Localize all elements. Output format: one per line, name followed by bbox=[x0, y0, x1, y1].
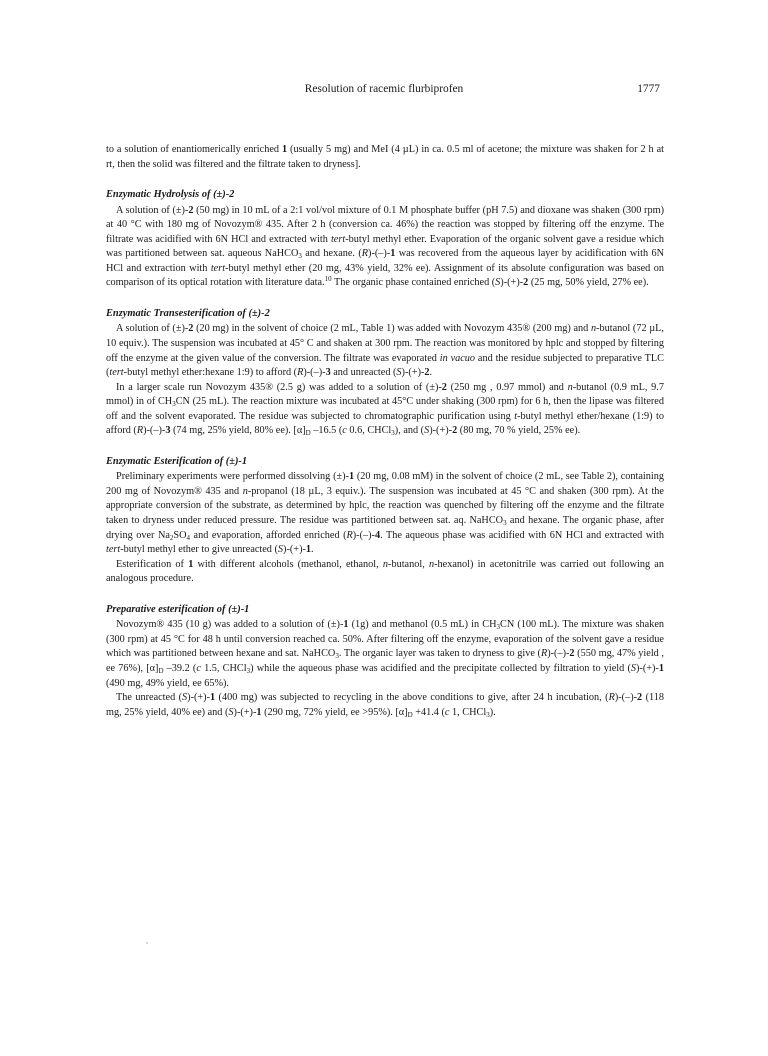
article-body bbox=[106, 143, 664, 720]
transesterification-paragraph-1: A solution of (±)-2 (20 mg) in the solvent of choice (2 mL, Table 1) was added with Novozym 435® (200 mg) and n-butanol (72 µL, 10 equiv.). The suspension was incubated at 45° C and shaken at 300 rpm. The reaction was monitored by hplc and stopped by filtering off the enzyme at the given value of the conversion. The filtrate was evaporated in vacuo and the residue subjected to preparative TLC (tert-butyl methyl ether:hexane 1:9) to afford (R)-(–)-3 and unreacted (S)-(+)-2. bbox=[106, 323, 664, 379]
section-heading-preparative-esterification: Preparative esterification of (±)-1 bbox=[106, 603, 250, 615]
esterification-paragraph-2: Esterification of 1 with different alcohols (methanol, ethanol, n-butanol, n-hexanol) in acetonitrile was carried out following an analogous procedure. bbox=[106, 558, 664, 585]
preparative-paragraph-2: The unreacted (S)-(+)-1 (400 mg) was subjected to recycling in the above conditions to give, after 24 h incubation, (R)-(–)-2 (118 mg, 25% yield, 40% ee) and (S)-(+)-1 (290 mg, 72% yield, ee >95%). $[\alpha]_D +41.4$ (c 1, CHCl$_3$). bbox=[106, 692, 664, 719]
running-title: Resolution of racemic flurbiprofen bbox=[304, 83, 464, 95]
page-number: 1777 bbox=[637, 83, 660, 95]
section-heading-esterification: Enzymatic Esterification of (±)-1 bbox=[106, 455, 248, 467]
transesterification-paragraph-2: In a larger scale run Novozym 435® (2.5 g) was added to a solution of (±)-2 (250 mg , 0.97 mmol) and n-butanol (0.9 mL, 9.7 mmol) in of $CH_3CN$ (25 mL). The reaction mixture was incubated at 45°C under shaking (300 rpm) for 6 h, then the lipase was filtered off and the solvent evaporated. The residue was subjected to chromatographic purification using t-butyl methyl ether/hexane (1:9) to afford (R)-(–)-3 (74 mg, 25% yield, 80% ee). $[\alpha]_D$ –16.5 (c 0.6, CHCl$_3$), and (S)-(+)-2 (80 mg, 70 % yield, 25% ee). bbox=[106, 381, 664, 438]
hydrolysis-paragraph: A solution of (±)-2 (50 mg) in 10 mL of a 2:1 vol/vol mixture of 0.1 M phosphate buffer (pH 7.5) and dioxane was shaken (300 rpm) at 40 °C with 180 mg of Novozym® 435. After 2 h (conversion ca. 46%) the reaction was stopped by filtering off the enzyme. The filtrate was acidified with 6N HCl and extracted with tert-butyl methyl ether. Evaporation of the organic solvent gave a residue which was partitioned between sat. aqueous NaHCO$_3$ and hexane. (R)-(–)-1 was recovered from the aqueous layer by acidification with 6N HCl and extraction with tert-butyl methyl ether (20 mg, 43% yield, 32% ee). Assignment of its absolute configuration was based on comparison of its optical rotation with literature data.$^{10}$ The organic phase contained enriched (S)-(+)-2 (25 mg, 50% yield, 27% ee). bbox=[106, 204, 665, 289]
running-header bbox=[0, 83, 768, 99]
esterification-paragraph-1: Preliminary experiments were performed dissolving (±)-1 (20 mg, 0.08 mM) in the solvent of choice (2 mL, see Table 2), containing 200 mg of Novozym® 435 and n-propanol (18 µL, 3 equiv.). The suspension was incubated at 45 °C and shaken (300 rpm). At the appropriate conversion of the substrate, as determined by hplc, the reaction was quenched by filtering off the enzyme and the filtrate taken to dryness under reduced pressure. The residue was partitioned between sat. aq. NaHCO$_3$ and hexane. The organic phase, after drying over $Na_2SO_4$ and evaporation, afforded enriched (R)-(–)-4. The aqueous phase was acidified with 6N HCl and extracted with tert-butyl methyl ether to give unreacted (S)-(+)-1. bbox=[106, 471, 664, 556]
scan-speck bbox=[146, 942, 148, 944]
intro-paragraph: to a solution of enantiomerically enriched 1 (usually 5 mg) and MeI (4 µL) in ca. 0.5 ml of acetone; the mixture was shaken for 2 h at rt, then the solid was filtered and the filtrate taken to dryness]. bbox=[106, 144, 665, 170]
section-heading-hydrolysis: Enzymatic Hydrolysis of (±)-2 bbox=[106, 189, 235, 201]
section-heading-transesterification: Enzymatic Transesterification of (±)-2 bbox=[106, 307, 270, 319]
preparative-paragraph-1: Novozym® 435 (10 g) was added to a solution of (±)-1 (1g) and methanol (0.5 mL) in $CH_3CN$ (100 mL). The mixture was shaken (300 rpm) at 45 °C for 48 h until conversion reached ca. 50%. After filtering off the enzyme, evaporation of the solvent gave a residue which was partitioned between hexane and sat. NaHCO$_3$. The organic layer was taken to dryness to give (R)-(–)-2 (550 mg, 47% yield , ee 76%), $[\alpha]_D$ –39.2 (c 1.5, CHCl$_3$) while the aqueous phase was acidified and the precipitate collected by filtration to yield (S)-(+)-1 (490 mg, 49% yield, ee 65%). bbox=[106, 619, 664, 689]
